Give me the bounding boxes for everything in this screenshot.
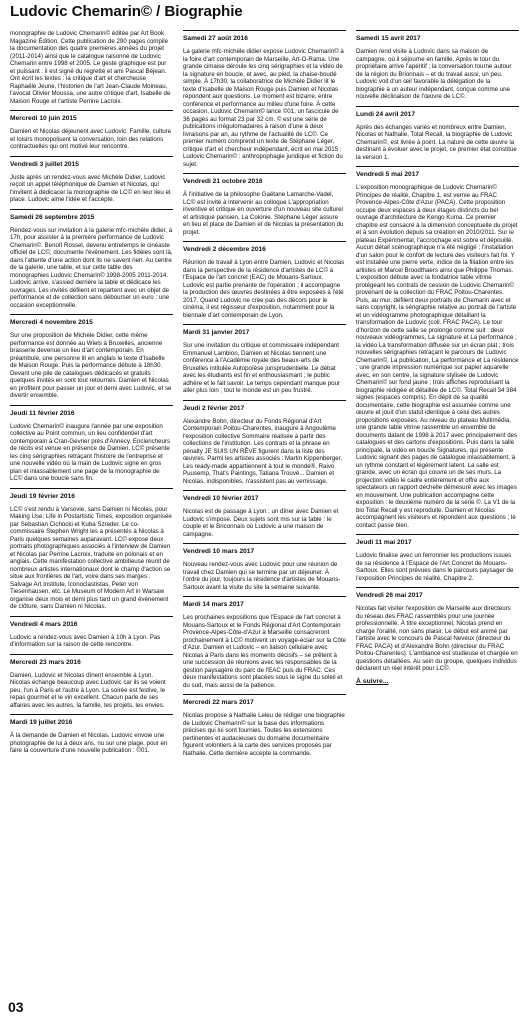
entry-date: Samedi 27 août 2016 xyxy=(183,35,248,42)
bio-entry xyxy=(183,400,346,486)
entry-date: Jeudi 11 février 2016 xyxy=(10,409,75,417)
entry-text: Juste après un rendez-vous avec Michèle Didier, Ludovic reçoit un appel téléphonique de Damien et Nicolas, qui l'invitent à dédicacer la monographie de LC© en leur lieu et place. Ludovic aime l'idée et l'accepte. xyxy=(10,173,171,203)
entry-date: Vendredi 10 février 2017 xyxy=(183,495,259,502)
entry-date: Mercredi 4 novembre 2015 xyxy=(10,319,93,326)
section-divider xyxy=(356,534,519,535)
entry-date: Lundi 24 avril 2017 xyxy=(356,110,416,118)
column-2 xyxy=(183,30,346,985)
bio-entry xyxy=(183,596,346,689)
entry-text: Ludovic finalise avec un ferronnier les productions issues de sa résidence à l'Espace de l'Art Concret de Mouans-Sartoux. Elles sont prévues dans le parcours paysager de l'exposition Principes de réalité, Chapitre 2. xyxy=(356,552,514,582)
bio-entry xyxy=(10,714,173,755)
bio-entry xyxy=(356,106,519,162)
entry-date: Mardi 14 mars 2017 xyxy=(183,601,244,608)
bio-entry xyxy=(183,173,346,236)
section-divider xyxy=(183,543,346,544)
section-divider xyxy=(10,314,173,315)
entry-text: Alexandre Bohn, directeur du Fonds Régional d'Art Contemporain Poitou-Charentes, inaugure à Angoulême l'exposition collective Sommaire réalisée à partir des collections de l'institution. Les contrats et la phrase en pénalty JE SUIS UN RÊVE figurent dans la liste des œuvres. Parmi les artistes associés : Martin Kippenberger, Les ready-made appartiennent à tout le monde®, Raivo Puusemp, That's Paintings, Tatiana Trouvé... Damien et Nicolas, indisponibles, n'assistent pas au vernissage. xyxy=(183,417,343,485)
section-divider xyxy=(183,694,346,695)
column-3 xyxy=(356,30,519,985)
entry-date: Mardi 31 janvier 2017 xyxy=(183,329,250,336)
entry-text: monographie de Ludovic Chemarin© éditée par Art Book Magazine Édition. Cette publication de 290 pages compile la documentation des quatre premières années du projet (2011-2014) ainsi que le catalogue raisonné de Ludovic Chemarin entre 1998 et 2005. Le geste graphique est pur et puissant : il est signé du regretté et ami Pascal Béjean. Ont écrit les textes : la critique d'art et chercheuse Raphaële Jeune, l'historien de l'art Jean-Claude Moineau, l'avocat Olivier Moussa, une autre critique d'art, Isabelle de Maison Rouge et l'artiste Perrine Lacroix. xyxy=(10,30,171,105)
entry-text: Réunion de travail à Lyon entre Damien, Ludovic et Nicolas dans la perspective de la résidence d'artistes de LC© à l'Espace de l'art concret (EAC) de Mouans-Sartoux. Ludovic est partie prenante de l'opération ; il accompagne la production des œuvres destinées à être exposées à l'été 2017. Quand Ludovic ne crée pas des décors pour le cinéma, il est régisseur d'exposition, notamment pour la biennale d'art contemporain de Lyon. xyxy=(183,259,345,319)
section-divider xyxy=(183,30,346,31)
entry-date: Vendredi 3 juillet 2015 xyxy=(10,160,79,168)
section-divider xyxy=(356,166,519,167)
section-divider xyxy=(183,173,346,174)
entry-date: Samedi 15 avril 2017 xyxy=(356,35,421,42)
column-1 xyxy=(10,30,173,985)
bio-entry xyxy=(183,30,346,168)
section-divider xyxy=(10,654,173,655)
entry-text: Nouveau rendez-vous avec Ludovic pour une réunion de travail chez Damien qui se termine par un déjeuner. À l'ordre du jour, toujours la résidence d'artistes de Mouans-Sartoux avant la visite du site la semaine suivante. xyxy=(183,561,341,591)
entry-text: Nicolas propose à Nathalie Leleu de rédiger une biographie de Ludovic Chemarin© sur la base des informations précises qui lui sont fournies. Toutes les extensions pertinentes et audacieuses du domaine documentaire figurent volontiers à la carte des services proposés par Nathalie. Cette dernière accepte la commande. xyxy=(183,712,345,757)
entry-text: Sur une proposition de Michèle Didier, cette même performance est donnée au Wiels à Bruxelles, ancienne brasserie devenue un lieu d'art contemporain. En préambule, une personne lit en anglais le texte d'Isabelle de Maison Rouge. Puis la performance débute à 18h30. Devant une pile de catalogues dédicacés et gratuits : quelques invités en sont tout retournés. Damien et Nicolas en profitent pour passer un jour et demi avec Ludovic, et se divertir ensemble. xyxy=(10,332,172,399)
section-divider xyxy=(183,490,346,491)
section-divider xyxy=(183,324,346,325)
entry-text: Damien, Ludovic et Nicolas dînent ensemble à Lyon. Nicolas échange beaucoup avec Ludovic car ils se voient peu, l'un à Paris et l'autre à Lyon. La soirée est festive, le repas gourmet et le vin excellent. Chacun parle de ses affaires avec les autres, la famille, les projets, les envies. xyxy=(10,671,166,709)
bio-entry xyxy=(10,209,173,310)
entry-text: À la demande de Damien et Nicolas, Ludovic envoie une photographie de lui à deux ans, nu sur une plage, pour en faire la couverture d'une nouvelle publication : ©01. xyxy=(10,732,168,754)
bio-entry xyxy=(356,534,519,582)
section-divider xyxy=(183,241,346,242)
bio-entry xyxy=(356,587,519,673)
entry-date: Vendredi 4 mars 2016 xyxy=(10,620,78,628)
entry-date: Vendredi 2 décembre 2016 xyxy=(183,246,266,253)
bio-entry xyxy=(10,488,173,611)
bio-entry xyxy=(10,30,173,105)
section-divider xyxy=(10,714,173,715)
entry-text: Les prochaines expositions que l'Espace de l'art concret à Mouans-Sartoux et le Fonds Régional d'Art Contemporain Provence-Alpes-Côte-d'Azur à Marseille consacreront prochainement à LC© motivent un voyage-éclair sur la Côte d'Azur. Damien et Ludovic – en liaison cellulaire avec Nicolas à Paris dans les moments décisifs – se prêtent à une succession de réunions avec les responsables de la gestion paysagère du parc de l'EAC puis du FRAC. Ces deux manifestations sont placées sous le signe du soleil et du sud, mais aussi de la patience. xyxy=(183,614,346,689)
entry-text: Après des échanges variés et nombreux entre Damien, Nicolas et Nathalie, Total Recall, la biographie de Ludovic Chemarin©, est livrée à point. La nature de cette œuvre la destinant à évoluer avec le projet, ce premier état constitue la version 1. xyxy=(356,123,517,161)
entry-date: Jeudi 19 février 2016 xyxy=(10,492,75,500)
bio-entry xyxy=(183,490,346,538)
entry-date: Mardi 19 juillet 2016 xyxy=(10,719,73,726)
entry-text: Damien rend visite à Ludovic dans sa maison de campagne, où il séjourne en famille. Après le tour du propriétaire arrive l'apéritif ; la conversation tourne autour de la région du Brionnais – et du travail aussi, un peu. Ludovic voit d'un œil favorable la délégation de la biographie à un auteur indépendant, conçue comme une nouvelle déclinaison de l'œuvre de LC©. xyxy=(356,48,512,100)
entry-text: Nicolas fait visiter l'exposition de Marseille aux directeurs du réseau des FRAC rassemblés pour une journée professionnelle. À titre exceptionnel, Nicolas prend en charge l'oralité, non sans plaisir. Le début est animé par l'artiste avec le concours de Pascal Neveux (directeur du FRAC PACA) et d'Alexandre Bohn (directeur du FRAC Poitou-Charentes). L'ambiance est studieuse et chargée en questions détaillées. Au sein du groupe, quelques individus déclarent un réel intérêt pour LC©. xyxy=(356,605,518,672)
entry-text: Ludovic Chemarin© inaugure l'année par une exposition collective au Point commun, un lieu confidentiel d'art contemporain à Cran-Gevrier près d'Annecy. Enclencheurs de récits est venue en présence de Damien. LC© présente les cinq sérigraphies retraçant l'histoire de l'entreprise et une nouvelle vidéo où la main de Ludovic signe en gros plan et inlassablement une page de la monographie de LC© dans une boucle sans fin. xyxy=(10,422,171,482)
bio-entry xyxy=(183,324,346,395)
bio-entry xyxy=(10,110,173,151)
entry-date: Vendredi 10 mars 2017 xyxy=(183,548,255,555)
bio-entry xyxy=(10,654,173,710)
section-divider xyxy=(10,110,173,111)
entry-date: Vendredi 21 octobre 2016 xyxy=(183,178,263,185)
entry-date: Jeudi 11 mai 2017 xyxy=(356,539,412,546)
entry-text: L'exposition monographique de Ludovic Chemarin© Principes de réalité, Chapitre 1, est vernie au FRAC Provence-Alpes-Côte d'Azur (PACA). Cette proposition occupe deux espaces à deux étages distincts du bel ouvrage d'architecture de Kengo Kuma. Ce premier chapitre est consacré à la dimension conceptuelle du projet et à son évolution depuis sa création en 2010/2011. Sur le plateau Expérimental, l'accrochage est sobre et dépouillé. Aucun détail scénographique n'a été négligé ; l'installation d'un salon pour le confort de lecture des visiteurs fait foi. Y est installée une pierre verte, indice de la filiation entre les artistes et Marcel Broodthaers ainsi que Philippe Thomas. L'exposition débute avec la fondatrice table vitrine protégeant les contrats de cession de Ludovic Chemarin© provenant de la collection du FRAC Poitou-Charentes. Puis, au mur, défilent deux portraits de Chemarin avec et sans copyright, la sérigraphie relative au portrait de l'artiste et un vidéogramme photographique détaillant la transformation de Ludovic (coll. FRAC PACA). Le tour d'horizon de cette salle se prolonge comme suit : deux nouveaux vidéogrammes, La signature et La performance ; la vidéo La transformation diffusée sur un écran plat ; trois nouvelles sérigraphies retraçant le parcours de Ludovic Chemarin©, La publication, La performance et La résidence ; une grande impression numérique sur papier aquarelle avec, en son centre, la signature stylisée de Ludovic Chemarin© sur fond jaune ; trois affiches reproduisant la biographie rédigée et détaillée de LC©. Total Recall 34 384 signes (espaces compris). En dépit de sa qualité documentaire, cette biographie est assumée comme une œuvre et jouit d'un statut identique à celui des autres propositions exposées. Au niveau du plateau Multimédia, une grande table vitrine rassemble un ensemble de documents datant de 1998 à 2017 avec principalement des catalogues et des cartons d'expositions. Puis dans la salle principale, la vidéo en boucle Signatures, qui présente Ludovic signant des pages de catalogue inlassablement, à un rythme constant et légèrement latent. La salle est grande, avec un écran qui couvre un de ses murs. La projection vidéo le cadre entièrement et offre aux spectateurs un rapport déchelle démesuré avec les images en mouvement. Une publication accompagne cette exposition : le deuxième numéro de la série ©. La V1 de la bio Total Recall y est reproduite. Damien et Nicolas accompagnent les visiteurs et répondent aux questions ; le contact passe bien. xyxy=(356,184,519,529)
bio-entry xyxy=(10,616,173,649)
entry-text: Ludovic a rendez-vous avec Damien à 10h à Lyon. Pas d'information sur la raison de cette rencontre. xyxy=(10,633,161,648)
entry-date: Vendredi 26 mai 2017 xyxy=(356,592,423,599)
section-divider xyxy=(356,587,519,588)
entry-text: À l'initiative de la philosophe Gaëtane Lamarche-Vadel, LC© est invité à intervenir au colloque L'appropriation inventive et critique en ouverture d'un nouveau site culturel et artistique parisien, La Colonie. Stéphane Léger assure en lieu et place de Damien et de Nicolas la présentation du projet. xyxy=(183,191,344,236)
entry-date: Samedi 26 septembre 2015 xyxy=(10,213,95,221)
bio-entry xyxy=(183,543,346,591)
entry-text: La galerie mfc-michèle didier expose Ludovic Chemarin© à la foire d'art contemporain de Marseille, Art-O-Rama. Une grande cimaise déroule les cinq sérigraphies et la vidéo de la signature en boucle, et avec, au pied, la chaise-boudé simple. À 17h30, la collaboratrice de Michèle Didier lit le texte d'Isabelle de Maison Rouge puis Damien et Nicolas répondent aux questions. Le moment est bizarre, entre conférence et performance au milieu d'une foire. À cette occasion, Ludovic Chemarin© lance ©01, un fascicule de 36 pages au format 23 par 32 cm. © est une série de publications irrégulomadaires à raison d'une à deux livraisons par an, au rythme de l'actualité de LC©. Ce premier numéro comprend un texte de Stéphane Léger, critique d'art et chercheur indépendant, écrit en mai 2015 : Ludovic Chemarin© : anthropophagie juridique et fiction du sujet. xyxy=(183,48,344,168)
bio-entry xyxy=(183,241,346,319)
continue-link[interactable]: À suivre... xyxy=(356,677,389,685)
bio-entry xyxy=(183,694,346,757)
page-title: Ludovic Chemarin© / Biographie xyxy=(10,3,243,20)
section-divider xyxy=(356,30,519,31)
biography-columns xyxy=(10,30,520,985)
entry-date: Jeudi 2 février 2017 xyxy=(183,404,245,412)
entry-date: Mercredi 23 mars 2016 xyxy=(10,658,81,666)
section-divider xyxy=(10,616,173,617)
bio-entry xyxy=(10,405,173,483)
section-divider xyxy=(10,209,173,210)
section-divider xyxy=(10,156,173,157)
entry-text: Damien et Nicolas déjeunent avec Ludovic. Famille, culture et loisirs monopolisent la conversation, loin des relations contractuelles qui ont motivé leur rencontre. xyxy=(10,128,172,150)
bio-entry xyxy=(356,166,519,529)
section-divider xyxy=(183,596,346,597)
bio-entry xyxy=(10,156,173,204)
entry-text: LC© s'est rendu à Varsovie, sans Damien ni Nicolas, pour Making Use: Life in Postartistic Times, exposition organisée par Sebastian Cichocki et Kuba Szreder. Le co-commissaire Stephen Wright les a présentés à Nicolas à Paris quelques semaines auparavant. LC© expose deux portraits photographiques associés à l'interview de Damien et Nicolas par Perrine Lacroix, traduite en polonais et en anglais. Cette manifestation collective ambitieuse réunit de nombreux artistes internationaux dont le champ d'action se situe aux frontières de l'art, voire dans ses marges : Salvage Art Institute, Iconoclastistas, Peter von Tiesenhausen, etc. Le Museum of Modern Art in Warsaw organise deux mois et demi plus tard un grand événement de clôture, sans Damien ni Nicolas. xyxy=(10,505,172,610)
entry-date: Mercredi 22 mars 2017 xyxy=(183,699,254,706)
entry-text: Nicolas est de passage à Lyon ; un dîner avec Damien et Ludovic s'impose. Deux sujets sont mis sur la table : le couple et le Briconnais où Ludovic a une maison de campagne. xyxy=(183,508,339,538)
section-divider xyxy=(183,400,346,401)
entry-text: Sur une invitation du critique et commissaire indépendant Emmanuel Lambion, Damien et Nicolas tiennent une conférence à l'Académie royale des beaux-arts de Bruxelles intitulée Autopoïèse jurisprudentielle. Le débat avec les étudiants est fin et enthousiasmant ; le public adhère et le fait savoir. Le temps cependant manque pour aller plus loin ; tout le monde est un peu frustré. xyxy=(183,342,341,394)
section-divider xyxy=(10,405,173,406)
bio-entry xyxy=(356,30,519,101)
bio-entry xyxy=(10,314,173,400)
entry-date: Vendredi 5 mai 2017 xyxy=(356,171,420,178)
section-divider xyxy=(356,106,519,107)
entry-text: Rendez-vous sur invitation à la galerie mfc-michèle didier, à 17h, pour assister à la première performance de Ludovic Chemarin©. Benoît Rossel, devenu entretemps le cinéaste officiel de LC©, documente l'événement. Les fidèles sont là, dans l'attente d'une action dont ils ne savent rien. Au centre de la galerie, une table, et sur cette table des monographies Ludovic Chemarin© 1998-2005 2011-2014. Ludovic arrive, s'assied derrière la table et dédicace les ouvrages. Les invités défilent et repartent avec un objet de performance et de collection sans débourser un euro : une occasion exceptionnelle. xyxy=(10,226,173,309)
entry-date: Mercredi 10 juin 2015 xyxy=(10,115,77,122)
page-number: 03 xyxy=(8,999,24,1015)
section-divider xyxy=(10,488,173,489)
